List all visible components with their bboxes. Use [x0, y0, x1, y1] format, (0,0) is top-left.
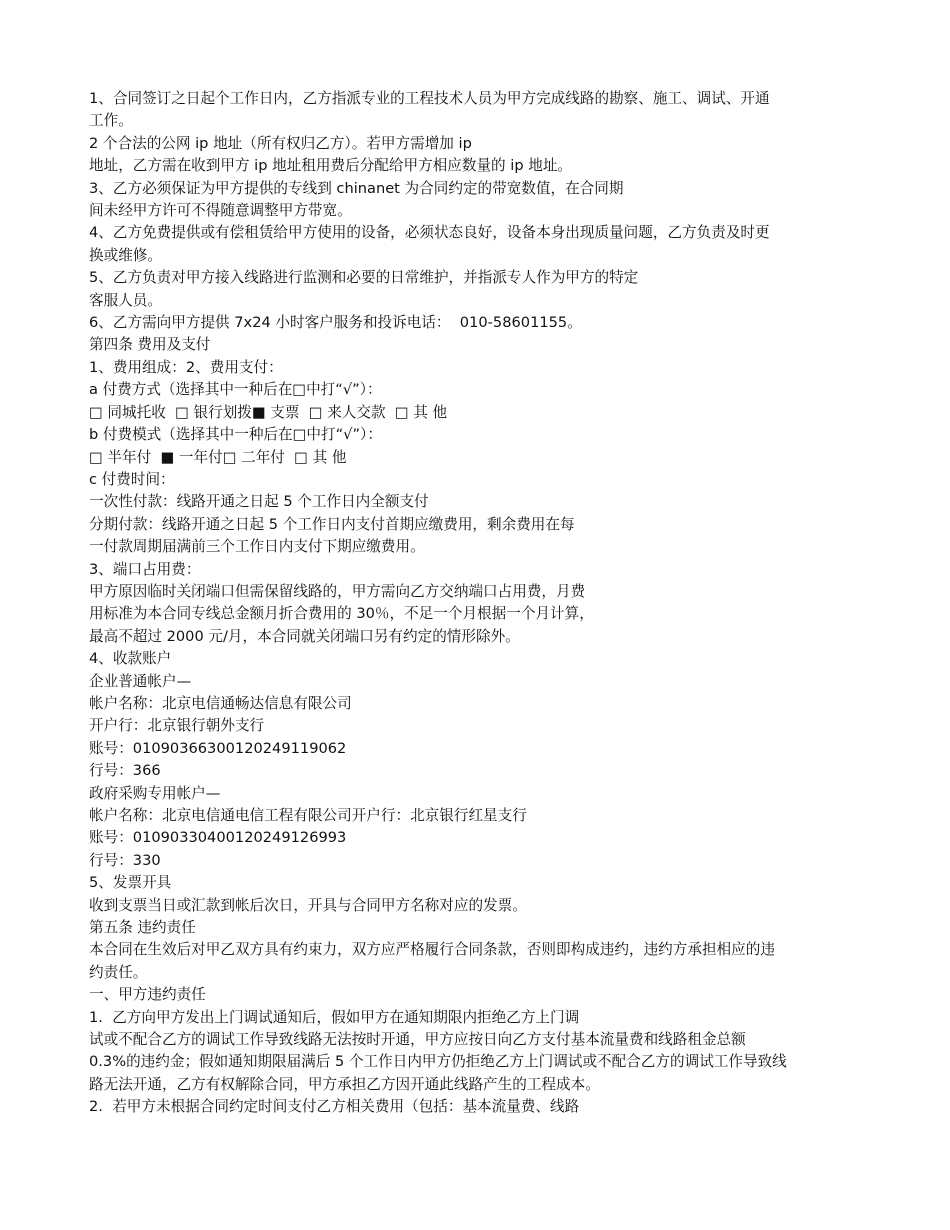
- text-line: 分期付款：线路开通之日起 5 个工作日内支付首期应缴费用，剩余费用在每: [89, 515, 575, 533]
- text-line: 2 个合法的公网 ip 地址（所有权归乙方）。若甲方需增加 ip: [89, 134, 472, 152]
- text-line: 一、甲方违约责任: [89, 986, 206, 1004]
- text-line: 3、端口占用费：: [89, 560, 201, 578]
- text-line: 3、乙方必须保证为甲方提供的专线到 chinanet 为合同约定的带宽数值，在合同期: [89, 179, 624, 197]
- bank-code: 行号：366: [89, 762, 161, 780]
- text-line: b 付费模式（选择其中一种后在□中打“√”）：: [89, 426, 382, 444]
- text-line: 1. 乙方向甲方发出上门调试通知后，假如甲方在通知期限内拒绝乙方上门调: [89, 1008, 580, 1026]
- account-name: 帐户名称：北京电信通电信工程有限公司开户行：北京银行红星支行: [89, 807, 527, 824]
- text-line: 路无法开通，乙方有权解除合同，甲方承担乙方因开通此线路产生的工程成本。: [89, 1075, 600, 1093]
- text-line: 本合同在生效后对甲乙双方具有约束力，双方应严格履行合同条款，否则即构成违约，违约方承担相应的违: [89, 941, 775, 959]
- text-line: 1、合同签订之日起个工作日内，乙方指派专业的工程技术人员为甲方完成线路的勘察、施工、调试、开通: [89, 90, 770, 107]
- text-line: 0.3%的违约金；假如通知期限届满后 5 个工作日内甲方仍拒绝乙方上门调试或不配合乙方的调试工作导致线: [89, 1053, 787, 1071]
- payment-method-options: □ 同城托收 □ 银行划拨■ 支票 □ 来人交款 □ 其 他: [89, 403, 448, 421]
- bank-code: 行号：330: [89, 851, 161, 869]
- section-heading: 第四条 费用及支付: [89, 336, 211, 354]
- bank-name: 开户行：北京银行朝外支行: [89, 717, 265, 735]
- text-line: 间未经甲方许可不得随意调整甲方带宽。: [89, 202, 352, 220]
- text-line: 约责任。: [89, 963, 148, 981]
- text-line: 4、收款账户: [89, 650, 172, 668]
- text-line: a 付费方式（选择其中一种后在□中打“√”）：: [89, 381, 382, 399]
- text-line: 5、发票开具: [89, 874, 172, 892]
- payment-mode-options: □ 半年付 ■ 一年付□ 二年付 □ 其 他: [89, 448, 347, 466]
- text-line: 政府采购专用帐户—: [89, 784, 221, 802]
- text-line: 一次性付款：线路开通之日起 5 个工作日内全额支付: [89, 493, 429, 511]
- section-heading: 第五条 违约责任: [89, 919, 196, 937]
- text-line: c 付费时间：: [89, 470, 175, 488]
- text-line: 最高不超过 2000 元/月，本合同就关闭端口另有约定的情形除外。: [89, 627, 520, 645]
- text-line: 5、乙方负责对甲方接入线路进行监测和必要的日常维护，并指派专人作为甲方的特定: [89, 269, 639, 287]
- document-body: [89, 88, 864, 1119]
- account-name: 帐户名称：北京电信通畅达信息有限公司: [89, 694, 352, 712]
- text-line: 一付款周期届满前三个工作日内支付下期应缴费用。: [89, 538, 425, 556]
- text-line: 换或维修。: [89, 246, 162, 264]
- text-line: 试或不配合乙方的调试工作导致线路无法按时开通，甲方应按日向乙方支付基本流量费和线路租金总额: [89, 1031, 746, 1049]
- text-line: 甲方原因临时关闭端口但需保留线路的，甲方需向乙方交纳端口占用费，月费: [89, 582, 586, 600]
- text-line: 收到支票当日或汇款到帐后次日，开具与合同甲方名称对应的发票。: [89, 896, 527, 914]
- text-line: 1、费用组成：2、费用支付：: [89, 358, 283, 376]
- text-line: 4、乙方免费提供或有偿租赁给甲方使用的设备，必须状态良好，设备本身出现质量问题，乙方负责及时更: [89, 224, 770, 242]
- text-line: 2. 若甲方未根据合同约定时间支付乙方相关费用（包括：基本流量费、线路: [89, 1098, 580, 1116]
- text-line: 工作。: [89, 112, 133, 130]
- account-number: 账号：01090366300120249119062: [89, 739, 347, 757]
- account-number: 账号：01090330400120249126993: [89, 829, 347, 847]
- text-line: 6、乙方需向甲方提供 7x24 小时客户服务和投诉电话： 010-58601155。: [89, 314, 582, 332]
- text-line: 地址，乙方需在收到甲方 ip 地址租用费后分配给甲方相应数量的 ip 地址。: [89, 157, 573, 175]
- text-line: 客服人员。: [89, 291, 162, 309]
- text-line: 企业普通帐户—: [89, 672, 192, 690]
- text-line: 用标准为本合同专线总金额月折合费用的 30％，不足一个月根据一个月计算，: [89, 605, 594, 623]
